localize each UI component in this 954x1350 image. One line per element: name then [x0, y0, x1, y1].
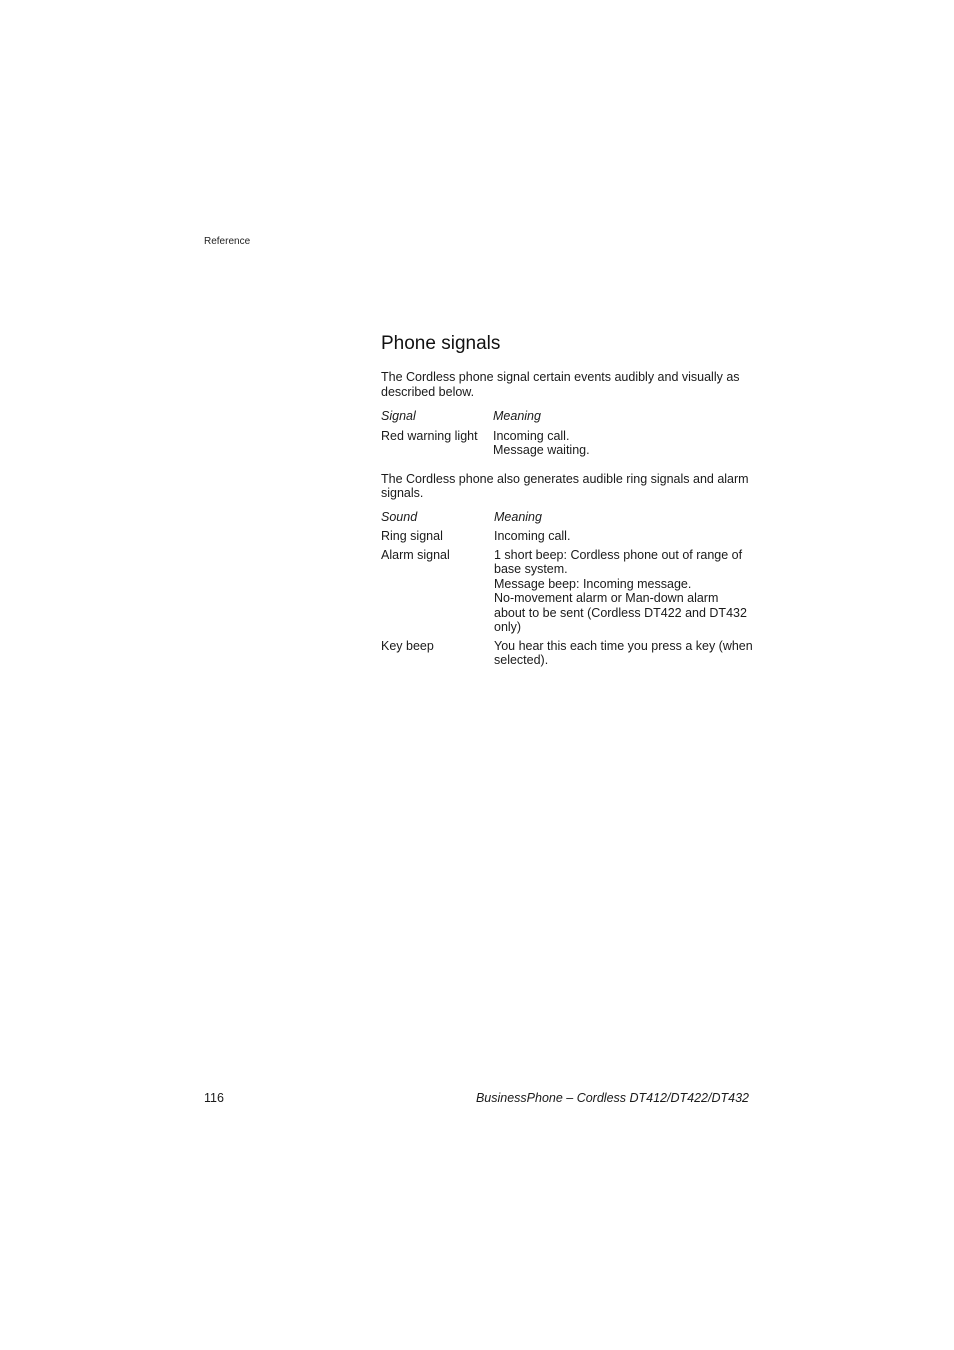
sound-meaning: [494, 529, 753, 548]
table-header-row: [381, 409, 753, 429]
table-row: [381, 548, 753, 639]
meaning-line: No-movement alarm or Man-down alarm about to be sent (Cordless DT422 and DT432 only): [494, 591, 747, 634]
table-row: [381, 639, 753, 672]
signal-table: [381, 409, 753, 462]
sound-label: Key beep: [381, 638, 434, 653]
meaning-line: Message beep: Incoming message.: [494, 576, 692, 591]
column-header-sound: Sound: [381, 509, 418, 524]
column-header-signal: Signal: [381, 409, 416, 423]
meaning-line: Incoming call.: [493, 428, 570, 443]
running-header: Reference: [204, 236, 251, 247]
table-header-row: [381, 510, 753, 530]
page-number: 116: [204, 1091, 224, 1105]
page-title: Phone signals: [381, 333, 501, 354]
meaning-line: 1 short beep: Cordless phone out of range of base system.: [494, 547, 743, 576]
meaning-line: Message waiting.: [493, 443, 590, 457]
sound-label: Alarm signal: [381, 547, 450, 562]
signal-label: Red warning light: [381, 428, 478, 443]
table-row: [381, 529, 753, 548]
column-header-meaning: Meaning: [493, 409, 541, 423]
meaning-line: You hear this each time you press a key (when selected).: [494, 638, 753, 667]
signal-meaning: [493, 429, 753, 462]
table-row: [381, 429, 753, 462]
sound-meaning: [494, 548, 753, 639]
second-paragraph: The Cordless phone also generates audible ring signals and alarm signals.: [381, 471, 749, 500]
document-title: BusinessPhone – Cordless DT412/DT422/DT432: [475, 1091, 749, 1105]
main-content: [381, 333, 753, 682]
sound-table: [381, 510, 753, 672]
meaning-line: Incoming call.: [494, 529, 571, 543]
intro-paragraph: The Cordless phone signal certain events audibly and visually as described below.: [381, 370, 740, 399]
column-header-meaning: Meaning: [494, 509, 542, 524]
sound-meaning: [494, 639, 753, 672]
sound-label: Ring signal: [381, 529, 443, 543]
